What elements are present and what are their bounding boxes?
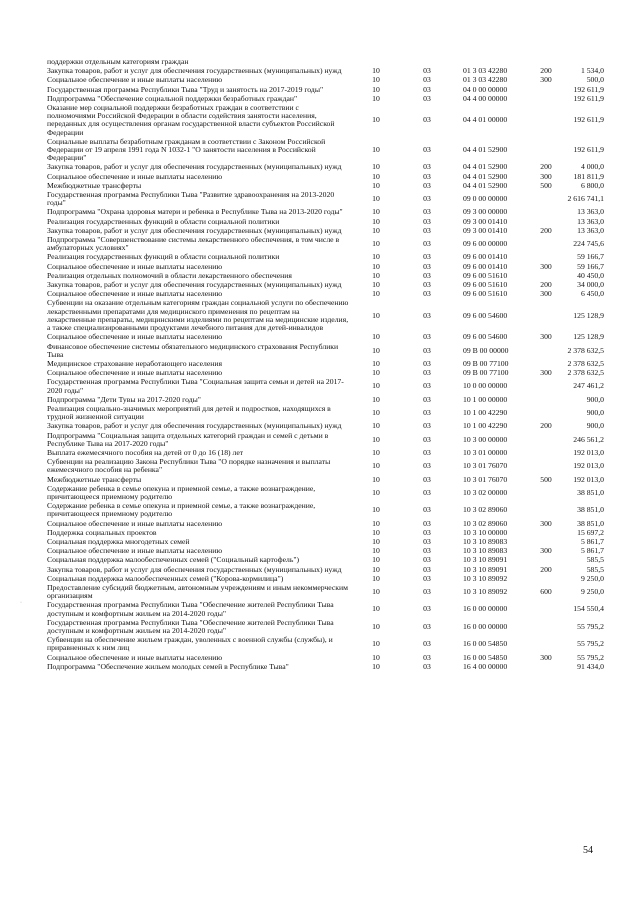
amount-cell: 192 611,9 xyxy=(573,84,604,94)
section-code-cell: 10 xyxy=(372,587,380,597)
subsection-code-cell: 03 xyxy=(423,332,431,342)
amount-cell: 13 363,0 xyxy=(577,225,604,235)
subsection-code-cell: 03 xyxy=(423,216,431,226)
row-name-cell: Реализация социально-значимых мероприятий для детей и подростков, находящихся в трудной жизненной ситуации xyxy=(47,403,331,422)
subsection-code-cell: 03 xyxy=(423,408,431,418)
amount-cell: 34 000,0 xyxy=(577,280,604,290)
amount-cell: 6 800,0 xyxy=(580,180,604,190)
section-code-cell: 10 xyxy=(372,216,380,226)
subsection-code-cell: 03 xyxy=(423,661,431,671)
section-code-cell: 10 xyxy=(372,652,380,662)
amount-cell: 900,0 xyxy=(586,421,604,431)
row-name-cell: Содержание ребенка в семье опекуна и приемной семье, а также вознаграждение, причитающееся приемному родителю xyxy=(47,501,316,519)
row-name-cell: Социальная поддержка малообеспеченных семей ("Корова-кормилица") xyxy=(47,573,284,583)
subsection-code-cell: 03 xyxy=(423,652,431,662)
subsection-code-cell: 03 xyxy=(423,621,431,631)
subsection-code-cell: 03 xyxy=(423,270,431,280)
target-article-cell: 10 3 10 89083 xyxy=(463,536,508,546)
amount-cell: 900,0 xyxy=(586,394,604,404)
target-article-cell: 10 1 00 00000 xyxy=(463,394,508,404)
subsection-code-cell: 03 xyxy=(423,546,431,556)
amount-cell: 59 166,7 xyxy=(577,261,604,271)
row-name-cell: Финансовое обеспечение системы обязательного медицинского страхования Республики Тыва xyxy=(47,341,339,359)
row-name-cell: Субвенции на оказание отдельным категориям граждан социальной услуги по обеспечению лекарственными препаратами для медицинского применения по рецептам на лекарственные препараты, медицинскими изделиями по рецептам на медицинские изделия, а также специализированными продуктами лечебного питания для детей-инвалидов xyxy=(47,298,349,333)
target-article-cell: 10 0 00 00000 xyxy=(463,381,508,391)
target-article-cell: 10 1 00 42290 xyxy=(463,408,508,418)
amount-cell: 40 450,0 xyxy=(577,270,604,280)
subsection-code-cell: 03 xyxy=(423,261,431,271)
expense-type-cell xyxy=(535,405,557,422)
amount-cell: 13 363,0 xyxy=(577,216,604,226)
row-name-cell: Подпрограмма "Дети Тувы на 2017-2020 годы" xyxy=(47,394,201,404)
section-code-cell: 10 xyxy=(372,332,380,342)
section-code-cell: 10 xyxy=(372,93,380,103)
target-article-cell: 10 3 10 89091 xyxy=(463,555,508,565)
amount-cell: 192 611,9 xyxy=(573,145,604,155)
row-name-cell: Социальная поддержка малообеспеченных семей ("Социальный картофель") xyxy=(47,555,300,565)
table-row xyxy=(47,378,604,395)
row-name-cell: Социальное обеспечение и иные выплаты населению xyxy=(47,75,223,85)
expense-type-cell xyxy=(535,95,557,104)
row-name-cell: Подпрограмма "Обеспечение жильем молодых семей в Республике Тыва" xyxy=(47,661,289,671)
target-article-cell: 09 3 00 01410 xyxy=(463,225,508,235)
expense-type-cell xyxy=(535,191,557,208)
amount-cell: 55 795,2 xyxy=(577,639,604,649)
section-code-cell: 10 xyxy=(372,252,380,262)
table-row xyxy=(47,619,604,636)
row-name-cell: Государственная программа Республики Тыва "Обеспечение жителей Республики Тыва доступным и комфортным жильем на 2014-2020 годы" xyxy=(47,600,334,618)
amount-cell: 181 811,9 xyxy=(573,171,604,181)
row-name-cell: Предоставление субсидий бюджетным, автономным учреждениям и иным некоммерческим организациям xyxy=(47,582,348,601)
subsection-code-cell: 03 xyxy=(423,434,431,444)
section-code-cell: 10 xyxy=(372,207,380,217)
section-code-cell: 10 xyxy=(372,661,380,671)
expense-type-cell xyxy=(535,636,557,653)
amount-cell: 224 745,6 xyxy=(573,239,604,249)
row-name-cell: Закупка товаров, работ и услуг для обеспечения государственных (муниципальных) нужд xyxy=(47,421,342,431)
amount-cell: 125 128,9 xyxy=(573,310,604,320)
expense-type-cell xyxy=(535,343,557,360)
target-article-cell: 10 3 02 00000 xyxy=(463,487,508,497)
row-name-cell: Государственная программа Республики Тыва "Социальная защита семьи и детей на 2017-2020 годы" xyxy=(47,377,344,395)
expense-type-cell: 300 xyxy=(540,171,552,181)
row-name-cell: Социальное обеспечение и иные выплаты населению xyxy=(47,289,223,299)
amount-cell: 585,5 xyxy=(586,555,604,565)
expense-type-cell: 500 xyxy=(540,180,552,190)
section-code-cell: 10 xyxy=(372,75,380,85)
subsection-code-cell: 03 xyxy=(423,564,431,574)
row-name-cell: Реализация отдельных полномочий в области лекарственного обеспечения xyxy=(47,270,292,280)
table-row xyxy=(47,405,604,422)
amount-cell: 125 128,9 xyxy=(573,332,604,342)
expense-type-cell xyxy=(535,619,557,636)
amount-cell: 5 861,7 xyxy=(580,536,604,546)
amount-cell: 246 561,2 xyxy=(573,434,604,444)
target-article-cell: 04 4 01 52900 xyxy=(463,171,508,181)
target-article-cell: 09 6 00 01410 xyxy=(463,252,508,262)
table-row xyxy=(47,191,604,208)
subsection-code-cell: 03 xyxy=(423,527,431,537)
target-article-cell: 09 3 00 00000 xyxy=(463,207,508,217)
amount-cell: 192 013,0 xyxy=(573,474,604,484)
row-name-cell: Социальное обеспечение и иные выплаты населению xyxy=(47,261,223,271)
target-article-cell: 09 6 00 54600 xyxy=(463,310,508,320)
amount-cell: 91 434,0 xyxy=(577,661,604,671)
expense-type-cell xyxy=(535,601,557,618)
row-name-cell: Закупка товаров, работ и услуг для обеспечения государственных (муниципальных) нужд xyxy=(47,280,342,290)
target-article-cell: 10 3 01 00000 xyxy=(463,447,508,457)
section-code-cell: 10 xyxy=(372,289,380,299)
row-name-cell: Подпрограмма "Социальная защита отдельных категорий граждан и семей с детьми в Республике Тыва на 2017-2020 годы" xyxy=(47,430,329,448)
target-article-cell: 16 4 00 00000 xyxy=(463,661,508,671)
expense-type-cell: 200 xyxy=(540,280,552,290)
target-article-cell: 01 3 03 42280 xyxy=(463,66,508,76)
subsection-code-cell: 03 xyxy=(423,487,431,497)
section-code-cell: 10 xyxy=(372,368,380,378)
table-row xyxy=(47,138,604,164)
expense-type-cell: 200 xyxy=(540,564,552,574)
section-code-cell: 10 xyxy=(372,270,380,280)
subsection-code-cell: 03 xyxy=(423,421,431,431)
subsection-code-cell: 03 xyxy=(423,289,431,299)
section-code-cell: 10 xyxy=(372,505,380,515)
expense-type-cell: 300 xyxy=(540,289,552,299)
scan-mark: · xyxy=(20,600,22,606)
section-code-cell: 10 xyxy=(372,408,380,418)
section-code-cell: 10 xyxy=(372,621,380,631)
target-article-cell: 09 6 00 00000 xyxy=(463,239,508,249)
row-name-cell: Закупка товаров, работ и услуг для обеспечения государственных (муниципальных) нужд xyxy=(47,162,342,172)
row-name-cell: Подпрограмма "Совершенствование системы лекарственного обеспечения, в том числе в амбулаторных условиях" xyxy=(47,235,340,253)
row-name-cell: Социальное обеспечение и иные выплаты населению xyxy=(47,368,223,378)
row-name-cell: Закупка товаров, работ и услуг для обеспечения государственных (муниципальных) нужд xyxy=(47,564,342,574)
amount-cell: 192 611,9 xyxy=(573,93,604,103)
section-code-cell: 10 xyxy=(372,564,380,574)
subsection-code-cell: 03 xyxy=(423,345,431,355)
target-article-cell: 04 4 01 52900 xyxy=(463,162,508,172)
target-article-cell: 10 3 01 76070 xyxy=(463,461,508,471)
target-article-cell: 04 0 00 00000 xyxy=(463,84,508,94)
amount-cell: 9 250,0 xyxy=(580,587,604,597)
row-name-cell: Социальное обеспечение и иные выплаты населению xyxy=(47,518,223,528)
table-row xyxy=(47,299,604,333)
amount-cell: 55 795,2 xyxy=(577,652,604,662)
amount-cell: 500,0 xyxy=(586,75,604,85)
expense-type-cell: 300 xyxy=(540,368,552,378)
section-code-cell: 10 xyxy=(372,280,380,290)
section-code-cell: 10 xyxy=(372,394,380,404)
row-name-cell: Поддержка социальных проектов xyxy=(47,527,157,537)
target-article-cell: 09 6 00 51610 xyxy=(463,270,508,280)
section-code-cell: 10 xyxy=(372,573,380,583)
row-name-cell: Реализация государственных функций в области социальной политики xyxy=(47,252,280,262)
row-name-cell: Социальная поддержка многодетных семей xyxy=(47,536,190,546)
amount-cell: 192 611,9 xyxy=(573,115,604,125)
table-row xyxy=(47,458,604,475)
amount-cell: 192 013,0 xyxy=(573,447,604,457)
subsection-code-cell: 03 xyxy=(423,194,431,204)
table-row xyxy=(47,104,604,138)
subsection-code-cell: 03 xyxy=(423,225,431,235)
target-article-cell: 16 0 00 00000 xyxy=(463,604,508,614)
amount-cell: 38 851,0 xyxy=(577,505,604,515)
row-name-cell: Межбюджетные трансферты xyxy=(47,180,142,190)
subsection-code-cell: 03 xyxy=(423,604,431,614)
section-code-cell: 10 xyxy=(372,487,380,497)
expense-type-cell xyxy=(535,104,557,138)
target-article-cell: 04 4 01 52900 xyxy=(463,145,508,155)
subsection-code-cell: 03 xyxy=(423,252,431,262)
subsection-code-cell: 03 xyxy=(423,573,431,583)
subsection-code-cell: 03 xyxy=(423,239,431,249)
table-row xyxy=(47,502,604,519)
expense-type-cell xyxy=(535,663,557,672)
expense-type-cell xyxy=(535,208,557,217)
expense-type-cell: 200 xyxy=(540,162,552,172)
section-code-cell: 10 xyxy=(372,345,380,355)
section-code-cell: 10 xyxy=(372,171,380,181)
subsection-code-cell: 03 xyxy=(423,171,431,181)
row-name-cell: Подпрограмма "Охрана здоровья матери и ребенка в Республике Тыва на 2013-2020 годы" xyxy=(47,207,343,217)
expense-type-cell: 200 xyxy=(540,225,552,235)
amount-cell: 192 013,0 xyxy=(573,461,604,471)
section-code-cell: 10 xyxy=(372,145,380,155)
target-article-cell: 09 В 00 00000 xyxy=(463,345,509,355)
target-article-cell: 10 3 10 89091 xyxy=(463,564,508,574)
amount-cell: 2 378 632,5 xyxy=(567,368,604,378)
target-article-cell: 09 6 00 51610 xyxy=(463,280,508,290)
subsection-code-cell: 03 xyxy=(423,93,431,103)
target-article-cell: 04 4 01 52900 xyxy=(463,180,508,190)
table-row xyxy=(47,601,604,618)
target-article-cell: 10 3 01 76070 xyxy=(463,474,508,484)
expense-type-cell xyxy=(535,529,557,538)
target-article-cell: 09 6 00 54600 xyxy=(463,332,508,342)
table-row xyxy=(47,236,604,253)
subsection-code-cell: 03 xyxy=(423,639,431,649)
section-code-cell: 10 xyxy=(372,527,380,537)
expense-type-cell: 500 xyxy=(540,474,552,484)
table-row xyxy=(47,432,604,449)
subsection-code-cell: 03 xyxy=(423,474,431,484)
amount-cell: 2 378 632,5 xyxy=(567,358,604,368)
target-article-cell: 10 3 10 89092 xyxy=(463,573,508,583)
section-code-cell: 10 xyxy=(372,461,380,471)
section-code-cell: 10 xyxy=(372,447,380,457)
row-name-cell: Медицинское страхование неработающего населения xyxy=(47,358,223,368)
target-article-cell: 09 6 00 01410 xyxy=(463,261,508,271)
expense-type-cell xyxy=(535,86,557,95)
amount-cell: 13 363,0 xyxy=(577,207,604,217)
subsection-code-cell: 03 xyxy=(423,587,431,597)
section-code-cell: 10 xyxy=(372,536,380,546)
expense-type-cell: 300 xyxy=(540,652,552,662)
subsection-code-cell: 03 xyxy=(423,145,431,155)
section-code-cell: 10 xyxy=(372,358,380,368)
table-row xyxy=(47,636,604,653)
target-article-cell: 16 0 00 54850 xyxy=(463,639,508,649)
expense-type-cell xyxy=(535,502,557,519)
expense-type-cell xyxy=(535,396,557,405)
table-row xyxy=(47,343,604,360)
target-article-cell: 10 3 10 89083 xyxy=(463,546,508,556)
row-name-cell: Содержание ребенка в семье опекуна и приемной семье, а также вознаграждение, причитающееся приемному родителю xyxy=(47,483,316,501)
section-code-cell: 10 xyxy=(372,474,380,484)
target-article-cell: 10 1 00 42290 xyxy=(463,421,508,431)
expense-type-cell: 600 xyxy=(540,587,552,597)
expense-type-cell xyxy=(535,378,557,395)
target-article-cell: 09 3 00 01410 xyxy=(463,216,508,226)
section-code-cell: 10 xyxy=(372,194,380,204)
row-name-cell: Реализация государственных функций в области социальной политики xyxy=(47,216,280,226)
subsection-code-cell: 03 xyxy=(423,381,431,391)
section-code-cell: 10 xyxy=(372,115,380,125)
budget-table xyxy=(47,58,604,672)
section-code-cell: 10 xyxy=(372,239,380,249)
row-name-cell: Оказание мер социальной поддержки безработных граждан в соответствии с полномочиями Российской Федерации в области содействия занятости населения, переданных для осуществления органам государственной власти субъектов Российской Федерации xyxy=(47,103,335,137)
table-row xyxy=(47,485,604,502)
row-name-cell: Межбюджетные трансферты xyxy=(47,474,142,484)
row-name-cell: Субвенции на реализацию Закона Республики Тыва "О порядке назначения и выплаты ежемесячного пособия на ребенка" xyxy=(47,457,331,475)
amount-cell: 38 851,0 xyxy=(577,518,604,528)
section-code-cell: 10 xyxy=(372,434,380,444)
row-name-cell: Социальное обеспечение и иные выплаты населению xyxy=(47,332,223,342)
expense-type-cell xyxy=(535,432,557,449)
row-name-cell: Государственная программа Республики Тыва "Труд и занятость на 2017-2019 годы" xyxy=(47,84,324,94)
section-code-cell: 10 xyxy=(372,639,380,649)
expense-type-cell xyxy=(535,138,557,164)
section-code-cell: 10 xyxy=(372,225,380,235)
row-name-cell: Закупка товаров, работ и услуг для обеспечения государственных (муниципальных) нужд xyxy=(47,66,342,76)
amount-cell: 5 861,7 xyxy=(580,546,604,556)
target-article-cell: 04 4 00 00000 xyxy=(463,93,508,103)
subsection-code-cell: 03 xyxy=(423,280,431,290)
amount-cell: 900,0 xyxy=(586,408,604,418)
subsection-code-cell: 03 xyxy=(423,207,431,217)
section-code-cell: 10 xyxy=(372,604,380,614)
section-code-cell: 10 xyxy=(372,261,380,271)
amount-cell: 154 550,4 xyxy=(573,604,604,614)
expense-type-cell xyxy=(535,236,557,253)
row-name-cell: Социальное обеспечение и иные выплаты населению xyxy=(47,546,223,556)
amount-cell: 38 851,0 xyxy=(577,487,604,497)
subsection-code-cell: 03 xyxy=(423,394,431,404)
expense-type-cell: 300 xyxy=(540,546,552,556)
target-article-cell: 10 3 10 00000 xyxy=(463,527,508,537)
target-article-cell: 04 4 01 00000 xyxy=(463,115,508,125)
amount-cell: 2 378 632,5 xyxy=(567,345,604,355)
target-article-cell: 16 0 00 00000 xyxy=(463,621,508,631)
row-name-cell: поддержки отдельным категориям граждан xyxy=(47,57,189,66)
section-code-cell: 10 xyxy=(372,180,380,190)
subsection-code-cell: 03 xyxy=(423,115,431,125)
target-article-cell: 16 0 00 54850 xyxy=(463,652,508,662)
subsection-code-cell: 03 xyxy=(423,358,431,368)
section-code-cell: 10 xyxy=(372,555,380,565)
expense-type-cell: 300 xyxy=(540,518,552,528)
row-name-cell: Социальные выплаты безработным гражданам в соответствии с Законом Российской Федерации от 19 апреля 1991 года N 1032-1 "О занятости населения в Российской Федерации" xyxy=(47,136,326,163)
row-name-cell: Государственная программа Республики Тыва "Развитие здравоохранения на 2013-2020 годы" xyxy=(47,190,335,208)
amount-cell: 59 166,7 xyxy=(577,252,604,262)
expense-type-cell: 300 xyxy=(540,261,552,271)
amount-cell: 4 000,0 xyxy=(580,162,604,172)
section-code-cell: 10 xyxy=(372,381,380,391)
subsection-code-cell: 03 xyxy=(423,84,431,94)
amount-cell: 2 616 741,1 xyxy=(567,194,604,204)
section-code-cell: 10 xyxy=(372,66,380,76)
amount-cell: 55 795,2 xyxy=(577,621,604,631)
target-article-cell: 09 В 00 77100 xyxy=(463,358,509,368)
row-name-cell: Государственная программа Республики Тыва "Обеспечение жителей Республики Тыва доступным и комфортным жильем на 2014-2020 годы" xyxy=(47,617,334,635)
subsection-code-cell: 03 xyxy=(423,180,431,190)
row-name-cell: Социальное обеспечение и иные выплаты населению xyxy=(47,652,223,662)
section-code-cell: 10 xyxy=(372,546,380,556)
expense-type-cell xyxy=(535,575,557,584)
subsection-code-cell: 03 xyxy=(423,447,431,457)
expense-type-cell xyxy=(535,449,557,458)
subsection-code-cell: 03 xyxy=(423,461,431,471)
expense-type-cell: 300 xyxy=(540,75,552,85)
section-code-cell: 10 xyxy=(372,310,380,320)
row-name-cell: Закупка товаров, работ и услуг для обеспечения государственных (муниципальных) нужд xyxy=(47,225,342,235)
target-article-cell: 09 В 00 77100 xyxy=(463,368,509,378)
subsection-code-cell: 03 xyxy=(423,536,431,546)
target-article-cell: 01 3 03 42280 xyxy=(463,75,508,85)
row-name-cell: Выплата ежемесячного пособия на детей от 0 до 16 (18) лет xyxy=(47,447,244,457)
amount-cell: 9 250,0 xyxy=(580,573,604,583)
expense-type-cell xyxy=(535,485,557,502)
amount-cell: 6 450,0 xyxy=(580,289,604,299)
section-code-cell: 10 xyxy=(372,84,380,94)
section-code-cell: 10 xyxy=(372,518,380,528)
row-name-cell: Субвенции на обеспечение жильем граждан, уволенных с военной службы (службы), и приравненных к ним лиц xyxy=(47,635,333,653)
target-article-cell: 09 0 00 00000 xyxy=(463,194,508,204)
section-code-cell: 10 xyxy=(372,162,380,172)
expense-type-cell: 200 xyxy=(540,421,552,431)
target-article-cell: 09 6 00 51610 xyxy=(463,289,508,299)
amount-cell: 247 461,2 xyxy=(573,381,604,391)
page-number: 54 xyxy=(583,845,593,856)
target-article-cell: 10 3 00 00000 xyxy=(463,434,508,444)
row-name-cell: Социальное обеспечение и иные выплаты населению xyxy=(47,171,223,181)
subsection-code-cell: 03 xyxy=(423,75,431,85)
section-code-cell: 10 xyxy=(372,421,380,431)
subsection-code-cell: 03 xyxy=(423,162,431,172)
amount-cell: 585,5 xyxy=(586,564,604,574)
subsection-code-cell: 03 xyxy=(423,368,431,378)
target-article-cell: 10 3 10 89092 xyxy=(463,587,508,597)
table-row xyxy=(47,584,604,601)
subsection-code-cell: 03 xyxy=(423,310,431,320)
expense-type-cell xyxy=(535,458,557,475)
budget-table-body xyxy=(47,58,604,672)
target-article-cell: 10 3 02 89060 xyxy=(463,505,508,515)
subsection-code-cell: 03 xyxy=(423,518,431,528)
subsection-code-cell: 03 xyxy=(423,66,431,76)
expense-type-cell: 200 xyxy=(540,66,552,76)
target-article-cell: 10 3 02 89060 xyxy=(463,518,508,528)
expense-type-cell: 300 xyxy=(540,332,552,342)
row-name-cell: Подпрограмма "Обеспечение социальной поддержки безработных граждан" xyxy=(47,93,298,103)
table-row xyxy=(47,663,604,672)
amount-cell: 1 534,0 xyxy=(580,66,604,76)
subsection-code-cell: 03 xyxy=(423,505,431,515)
amount-cell: 15 697,2 xyxy=(577,527,604,537)
subsection-code-cell: 03 xyxy=(423,555,431,565)
expense-type-cell xyxy=(535,299,557,333)
